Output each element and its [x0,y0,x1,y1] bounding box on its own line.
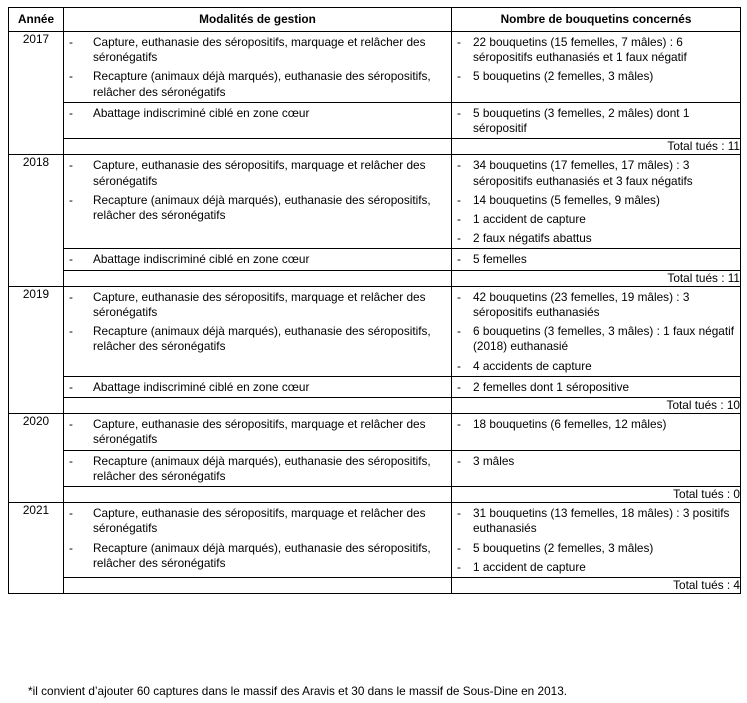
bullet-dash: - [457,453,461,468]
total-killed: Total tués : 0 [452,487,741,503]
modality-text: Capture, euthanasie des séropositifs, marquage et relâcher des séronégatifs [93,158,426,188]
year-cell: 2018 [9,155,64,286]
year-cell: 2021 [9,503,64,594]
bullet-dash: - [457,506,461,521]
modality-text: Recapture (animaux déjà marqués), euthanasie des séropositifs, relâcher des séronégatifs [93,69,431,99]
year-cell: 2017 [9,32,64,155]
count-text: 22 bouquetins (15 femelles, 7 mâles) : 6 séropositifs euthanasiés et 1 faux négatif [473,35,687,65]
count-text: 4 accidents de capture [473,358,592,373]
bullet-dash: - [457,192,461,207]
header-year: Année [9,8,64,32]
total-row [9,578,741,594]
bullet-dash: - [457,158,461,173]
table-row [9,102,741,138]
header-count: Nombre de bouquetins concernés [452,8,741,32]
total-killed: Total tués : 11 [452,139,741,155]
count-text: 6 bouquetins (3 femelles, 3 mâles) : 1 faux négatif (2018) euthanasié [473,324,734,354]
table-row [9,376,741,397]
bullet-dash: - [69,540,73,555]
bullet-dash: - [69,158,73,173]
total-row [9,487,741,503]
bullet-dash: - [457,231,461,246]
bullet-dash: - [457,379,461,394]
count-text: 5 bouquetins (2 femelles, 3 mâles) [473,69,654,84]
modality-text: Recapture (animaux déjà marqués), euthanasie des séropositifs, relâcher des séronégatifs [93,540,431,570]
total-killed: Total tués : 11 [452,270,741,286]
header-modalities: Modalités de gestion [64,8,452,32]
bullet-dash: - [457,358,461,373]
modality-text: Capture, euthanasie des séropositifs, marquage et relâcher des séronégatifs [93,417,426,447]
modality-text: Recapture (animaux déjà marqués), euthanasie des séropositifs, relâcher des séronégatifs [93,453,431,483]
total-row [9,139,741,155]
table-row [9,32,741,103]
count-text: 5 femelles [473,252,527,267]
bullet-dash: - [69,324,73,339]
bullet-dash: - [457,324,461,339]
bullet-dash: - [457,69,461,84]
table-row [9,414,741,450]
count-text: 42 bouquetins (23 femelles, 19 mâles) : 3 séropositifs euthanasiés [473,289,690,320]
count-text: 34 bouquetins (17 femelles, 17 mâles) : 3 séropositifs euthanasiés et 3 faux négatifs [473,158,693,188]
bullet-dash: - [457,559,461,574]
count-text: 14 bouquetins (5 femelles, 9 mâles) [473,192,660,207]
bullet-dash: - [69,379,73,394]
count-text: 1 accident de capture [473,559,586,574]
total-killed: Total tués : 10 [452,398,741,414]
table-row [9,503,741,578]
bullet-dash: - [69,453,73,468]
bullet-dash: - [69,192,73,207]
bullet-dash: - [457,105,461,120]
modality-text: Capture, euthanasie des séropositifs, marquage et relâcher des séronégatifs [93,35,426,65]
count-text: 5 bouquetins (2 femelles, 3 mâles) [473,540,654,555]
bullet-dash: - [69,35,73,49]
table-row [9,249,741,270]
management-table [8,7,741,594]
count-text: 3 mâles [473,453,515,468]
bullet-dash: - [69,506,73,521]
year-cell: 2019 [9,286,64,413]
total-row [9,398,741,414]
modality-text: Abattage indiscriminé ciblé en zone cœur [93,105,310,120]
total-row [9,270,741,286]
count-text: 18 bouquetins (6 femelles, 12 mâles) [473,417,667,432]
total-killed: Total tués : 4 [452,578,741,594]
modality-text: Capture, euthanasie des séropositifs, marquage et relâcher des séronégatifs [93,289,426,320]
bullet-dash: - [457,252,461,267]
count-text: 31 bouquetins (13 femelles, 18 mâles) : 3 positifs euthanasiés [473,506,730,536]
year-cell: 2020 [9,414,64,503]
modality-text: Capture, euthanasie des séropositifs, marquage et relâcher des séronégatifs [93,506,426,536]
bullet-dash: - [69,289,73,304]
modality-text: Abattage indiscriminé ciblé en zone cœur [93,252,310,267]
bullet-dash: - [457,289,461,304]
footnote: *il convient d’ajouter 60 captures dans le massif des Aravis et 30 dans le massif de Sous-Dine en 2013. [28,684,568,698]
count-text: 1 accident de capture [473,212,586,227]
table-row [9,286,741,376]
bullet-dash: - [69,417,73,432]
count-text: 2 femelles dont 1 séropositive [473,379,630,394]
table-row [9,155,741,249]
modality-text: Abattage indiscriminé ciblé en zone cœur [93,379,310,394]
modality-text: Recapture (animaux déjà marqués), euthanasie des séropositifs, relâcher des séronégatifs [93,192,431,223]
bullet-dash: - [457,417,461,432]
header-row [9,8,741,32]
table-row [9,450,741,486]
bullet-dash: - [457,35,461,49]
count-text: 5 bouquetins (3 femelles, 2 mâles) dont 1 séropositif [473,105,690,136]
bullet-dash: - [69,252,73,267]
bullet-dash: - [457,540,461,555]
count-text: 2 faux négatifs abattus [473,231,592,246]
bullet-dash: - [69,69,73,84]
bullet-dash: - [69,105,73,120]
modality-text: Recapture (animaux déjà marqués), euthanasie des séropositifs, relâcher des séronégatifs [93,324,431,354]
bullet-dash: - [457,212,461,227]
